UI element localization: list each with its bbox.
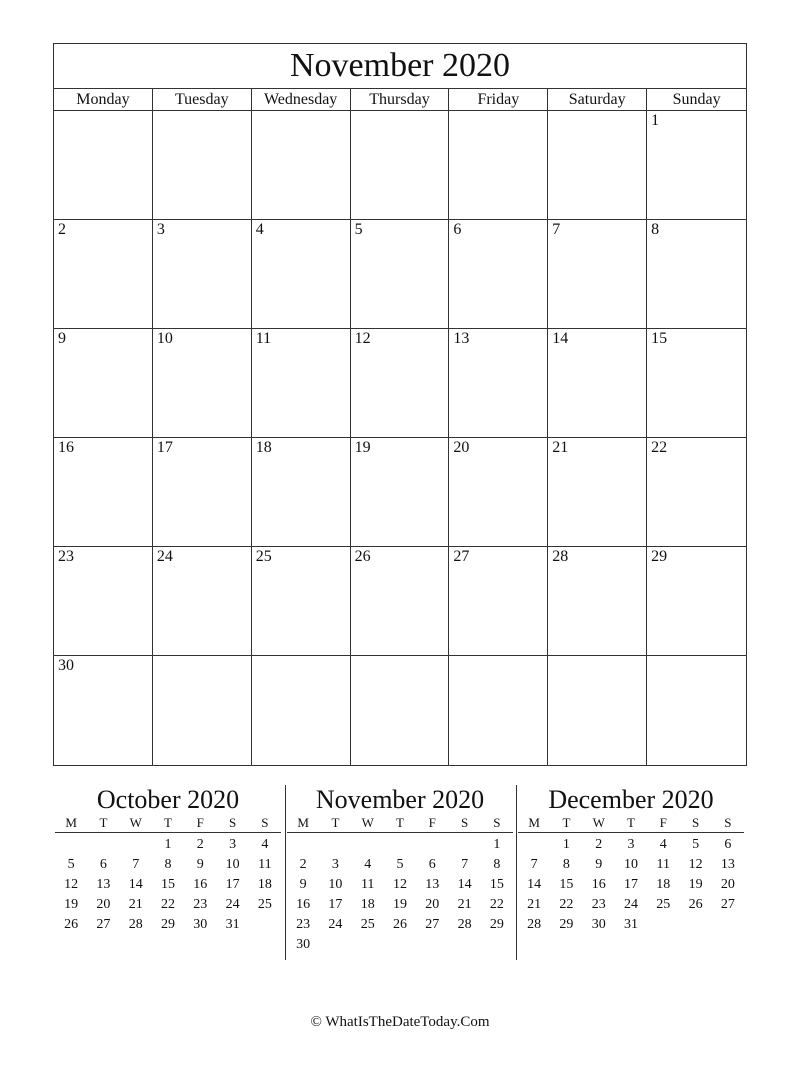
mini-day: 17: [623, 877, 638, 892]
mini-day: 13: [96, 877, 111, 892]
mini-day-grid: [55, 833, 281, 935]
mini-day: 11: [258, 857, 272, 872]
mini-weekday-label: S: [460, 815, 469, 830]
mini-day: 28: [457, 917, 472, 932]
mini-day: 24: [328, 917, 343, 932]
mini-day: 9: [196, 857, 204, 872]
mini-day: 10: [328, 877, 343, 892]
mini-weekday-label: S: [261, 815, 269, 830]
mini-day: 11: [360, 877, 375, 892]
weekday-header-row: [54, 89, 746, 111]
mini-day: 2: [299, 857, 307, 872]
day-cell: 15: [647, 329, 746, 438]
mini-weekday-label: M: [65, 815, 77, 830]
mini-day: 31: [225, 917, 240, 932]
day-cell: 17: [153, 438, 252, 547]
weekday-label: Friday: [449, 89, 548, 110]
day-cell: 11: [252, 329, 351, 438]
mini-calendar-november: [287, 785, 513, 955]
day-cell: 8: [647, 220, 746, 329]
day-cell: 23: [54, 547, 153, 656]
mini-day: 20: [96, 897, 111, 912]
day-cell: 3: [153, 220, 252, 329]
day-cell: 25: [252, 547, 351, 656]
day-cell: 20: [449, 438, 548, 547]
mini-weekday-label: F: [659, 815, 667, 830]
mini-separator: [285, 785, 286, 960]
mini-day: 18: [257, 877, 272, 892]
mini-day: 3: [627, 837, 635, 852]
weekday-label: Wednesday: [252, 89, 351, 110]
mini-day: 17: [225, 877, 240, 892]
day-cell: 14: [548, 329, 647, 438]
mini-day: 5: [692, 837, 700, 852]
mini-day: [384, 935, 416, 955]
mini-day: 16: [296, 897, 311, 912]
day-cell: [449, 656, 548, 765]
mini-day: 26: [64, 917, 79, 932]
mini-weekday-label: T: [627, 815, 635, 830]
mini-day: 10: [623, 857, 638, 872]
mini-calendar-title: November 2020: [315, 785, 485, 814]
mini-day: 16: [193, 877, 208, 892]
mini-day: 20: [720, 877, 735, 892]
day-cell: 1: [647, 111, 746, 220]
day-cell: [647, 656, 746, 765]
day-cell: [548, 656, 647, 765]
mini-day: 29: [489, 917, 504, 932]
mini-day: 23: [193, 897, 208, 912]
mini-day: 15: [559, 877, 574, 892]
mini-day: 9: [299, 877, 307, 892]
mini-weekday-row: [287, 815, 513, 833]
day-cell: [351, 656, 450, 765]
mini-day: 22: [160, 897, 175, 912]
mini-day: 26: [688, 897, 703, 912]
day-cell: 9: [54, 329, 153, 438]
mini-day: 4: [364, 857, 372, 872]
day-cell: 29: [647, 547, 746, 656]
day-cell: [153, 656, 252, 765]
weekday-label: Saturday: [548, 89, 647, 110]
mini-calendar-december: [518, 785, 744, 935]
mini-day: 28: [527, 917, 542, 932]
day-cell: 26: [351, 547, 450, 656]
mini-day: 7: [132, 857, 140, 872]
mini-day: 6: [99, 857, 107, 872]
mini-day: 15: [160, 877, 175, 892]
mini-day: [416, 935, 448, 955]
mini-day: 10: [225, 857, 240, 872]
mini-day: 4: [261, 837, 269, 852]
mini-day: 2: [595, 837, 603, 852]
mini-day: [87, 835, 119, 855]
mini-day: 27: [720, 897, 735, 912]
day-cell: 12: [351, 329, 450, 438]
mini-day: 14: [457, 877, 472, 892]
day-cell: 16: [54, 438, 153, 547]
day-cell: [54, 111, 153, 220]
main-calendar: [53, 43, 747, 766]
mini-weekday-label: S: [493, 815, 501, 830]
mini-day: 2: [196, 837, 204, 852]
day-cell: 6: [449, 220, 548, 329]
mini-calendar-title: December 2020: [548, 785, 714, 814]
mini-day: 12: [688, 857, 703, 872]
day-cell: 22: [647, 438, 746, 547]
mini-day: 18: [656, 877, 671, 892]
mini-day-grid: [518, 833, 744, 935]
mini-day: 5: [396, 857, 404, 872]
mini-day: 8: [493, 857, 501, 872]
mini-day: [518, 835, 550, 855]
mini-day: 11: [656, 857, 671, 872]
day-cell: 30: [54, 656, 153, 765]
mini-day: [448, 935, 480, 955]
mini-day: 29: [160, 917, 175, 932]
mini-day: 19: [64, 897, 79, 912]
mini-weekday-label: T: [331, 815, 340, 830]
mini-calendar-title: October 2020: [96, 785, 240, 814]
day-cell: 7: [548, 220, 647, 329]
mini-weekday-label: W: [129, 815, 142, 830]
weekday-label: Tuesday: [153, 89, 252, 110]
mini-weekday-label: M: [297, 815, 309, 830]
mini-day: 9: [595, 857, 603, 872]
day-cell: 2: [54, 220, 153, 329]
mini-day: 21: [457, 897, 472, 912]
mini-day: [120, 835, 152, 855]
mini-day: 12: [392, 877, 407, 892]
day-cell: [153, 111, 252, 220]
mini-day: 5: [67, 857, 75, 872]
mini-calendar-october: [55, 785, 281, 935]
footer-credit: © WhatIsTheDateToday.Com: [310, 1014, 490, 1030]
mini-day: 14: [527, 877, 542, 892]
mini-day: 30: [296, 937, 311, 952]
mini-day: 31: [623, 917, 638, 932]
mini-weekday-label: T: [396, 815, 404, 830]
mini-day: 29: [559, 917, 574, 932]
weekday-label: Thursday: [351, 89, 450, 110]
day-cell: [351, 111, 450, 220]
mini-day: 22: [559, 897, 574, 912]
day-cell: [548, 111, 647, 220]
mini-separator: [516, 785, 517, 960]
mini-weekday-label: T: [99, 815, 108, 830]
mini-day: [352, 935, 384, 955]
mini-weekday-label: S: [228, 815, 237, 830]
mini-day: 23: [591, 897, 606, 912]
mini-day: 27: [425, 917, 440, 932]
mini-day: 24: [225, 897, 240, 912]
mini-weekday-row: [518, 815, 744, 833]
mini-weekday-label: T: [562, 815, 571, 830]
mini-day: [647, 915, 679, 935]
mini-day: 12: [64, 877, 79, 892]
day-cell: [449, 111, 548, 220]
mini-day: 21: [527, 897, 542, 912]
mini-day: [384, 835, 416, 855]
mini-day: 18: [360, 897, 375, 912]
mini-day: 3: [331, 857, 339, 872]
day-cell: 13: [449, 329, 548, 438]
mini-weekday-label: T: [164, 815, 172, 830]
mini-weekday-label: M: [528, 815, 540, 830]
mini-weekday-label: W: [361, 815, 374, 830]
mini-day: [55, 835, 87, 855]
day-cell: 19: [351, 438, 450, 547]
mini-day: 13: [425, 877, 440, 892]
mini-day: [249, 915, 281, 935]
mini-day: 7: [461, 857, 469, 872]
mini-day: 17: [328, 897, 343, 912]
mini-day: [319, 835, 351, 855]
mini-day: 19: [688, 877, 703, 892]
mini-weekday-label: S: [724, 815, 732, 830]
mini-day: 8: [562, 857, 570, 872]
mini-weekday-label: F: [196, 815, 204, 830]
mini-day: 30: [193, 917, 208, 932]
mini-day: 19: [392, 897, 407, 912]
mini-day: 20: [425, 897, 440, 912]
day-cell: 4: [252, 220, 351, 329]
mini-day-grid: [287, 833, 513, 955]
mini-day: 24: [623, 897, 638, 912]
mini-day: [319, 935, 351, 955]
day-cell: 10: [153, 329, 252, 438]
mini-day: 30: [591, 917, 606, 932]
weekday-label: Monday: [54, 89, 153, 110]
main-calendar-title: November 2020: [54, 44, 746, 89]
day-cell: 5: [351, 220, 450, 329]
mini-day: 14: [128, 877, 143, 892]
mini-day: 15: [489, 877, 504, 892]
day-grid: [54, 111, 746, 765]
mini-day: 27: [96, 917, 111, 932]
day-cell: 21: [548, 438, 647, 547]
mini-day: 23: [296, 917, 311, 932]
mini-day: 3: [229, 837, 237, 852]
mini-day: 7: [530, 857, 538, 872]
mini-weekday-label: S: [691, 815, 700, 830]
mini-day: 8: [164, 857, 172, 872]
weekday-label: Sunday: [672, 91, 721, 108]
mini-day: 26: [392, 917, 407, 932]
mini-day: 1: [493, 837, 501, 852]
day-cell: 24: [153, 547, 252, 656]
mini-day: 25: [656, 897, 671, 912]
day-cell: 27: [449, 547, 548, 656]
mini-day: [448, 835, 480, 855]
mini-day: [287, 835, 319, 855]
day-cell: 28: [548, 547, 647, 656]
mini-day: 28: [128, 917, 143, 932]
mini-day: 4: [659, 837, 667, 852]
mini-day: 1: [562, 837, 570, 852]
day-cell: [252, 111, 351, 220]
mini-day: [352, 835, 384, 855]
mini-day: 6: [724, 837, 732, 852]
mini-day: 21: [128, 897, 143, 912]
mini-weekday-row: [55, 815, 281, 833]
day-cell: 18: [252, 438, 351, 547]
mini-day: 13: [720, 857, 735, 872]
mini-weekday-label: W: [592, 815, 605, 830]
day-cell: [252, 656, 351, 765]
mini-day: [679, 915, 711, 935]
mini-day: 25: [360, 917, 375, 932]
mini-day: 25: [257, 897, 272, 912]
mini-day: [481, 935, 513, 955]
mini-day: [712, 915, 744, 935]
mini-weekday-label: F: [428, 815, 436, 830]
mini-day: 1: [164, 837, 172, 852]
mini-day: 22: [489, 897, 504, 912]
mini-day: 16: [591, 877, 606, 892]
mini-day: 6: [428, 857, 436, 872]
mini-day: [416, 835, 448, 855]
